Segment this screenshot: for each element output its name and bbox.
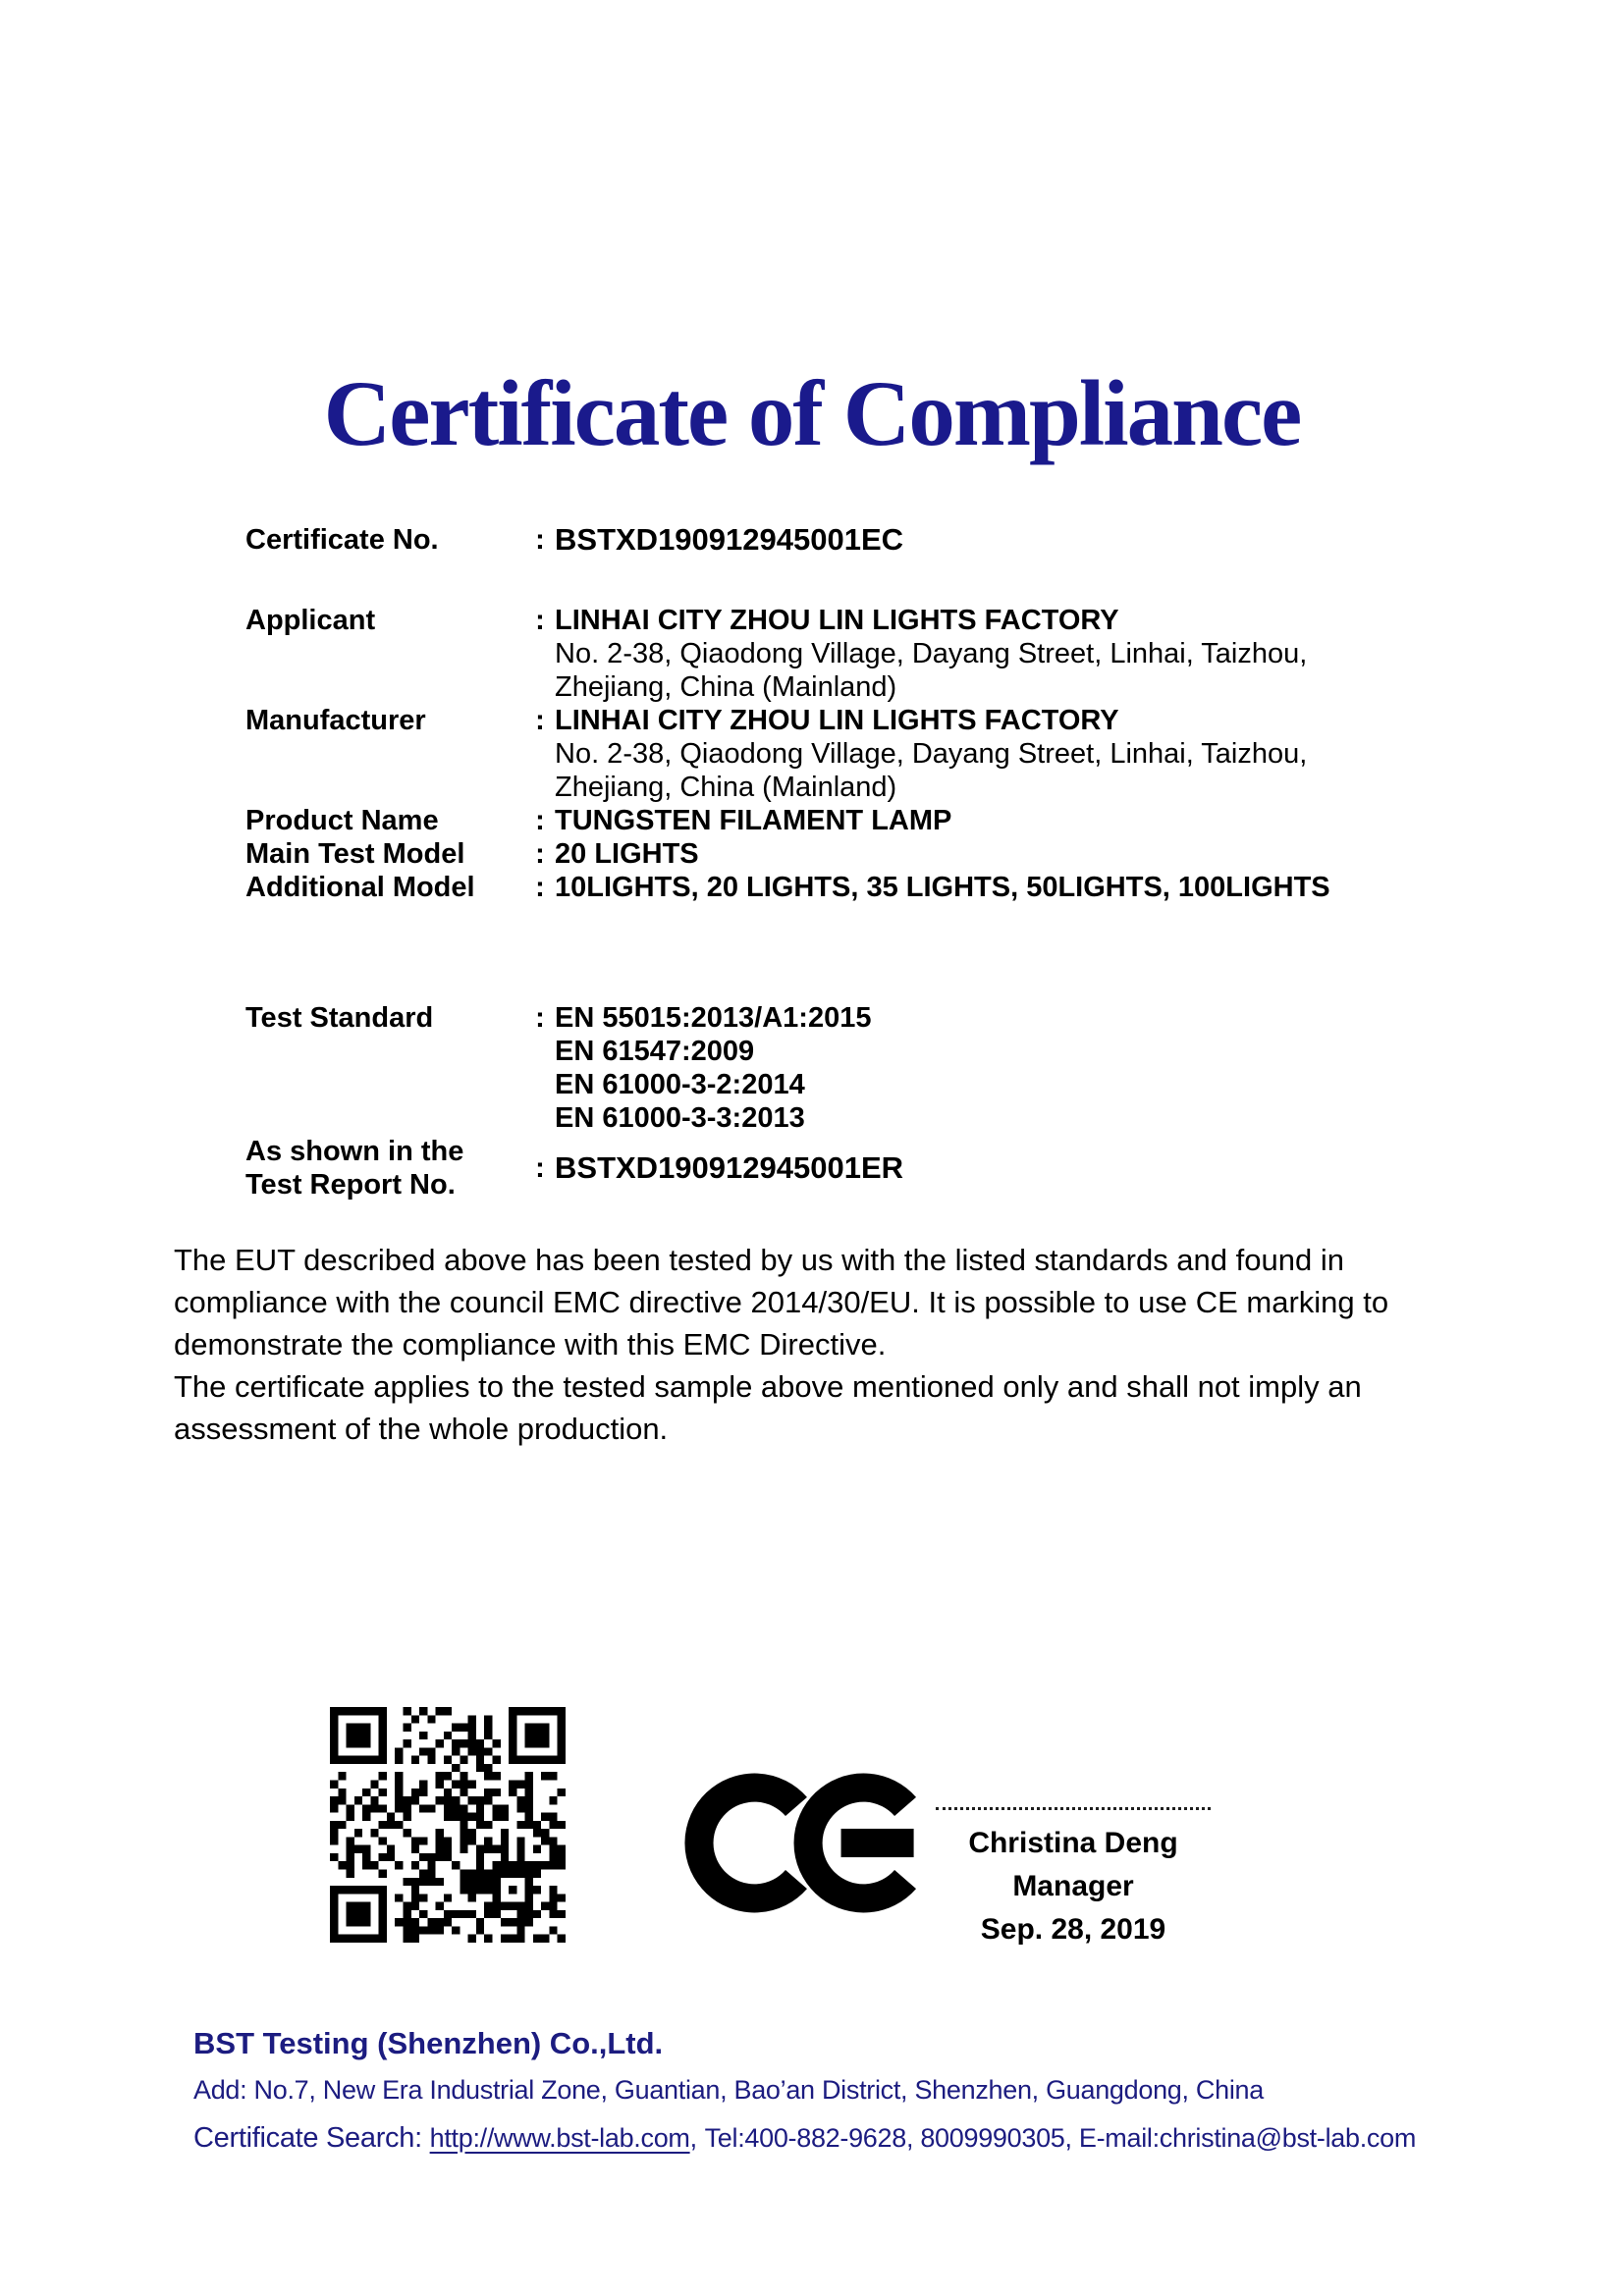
manufacturer-address-line1: No. 2-38, Qiaodong Village, Dayang Street, Linhai, Taizhou, <box>555 738 1308 770</box>
field-row-test-standard <box>245 1001 1414 1135</box>
field-label: Additional Model <box>245 872 475 903</box>
applicant-address-line1: No. 2-38, Qiaodong Village, Dayang Street, Linhai, Taizhou, <box>555 638 1308 669</box>
test-standard-2: EN 61547:2009 <box>555 1036 755 1067</box>
qr-code-image <box>330 1707 566 1943</box>
qr-code-svg <box>330 1707 566 1943</box>
search-separator: , <box>689 2123 697 2153</box>
field-row-product-name <box>245 804 1414 837</box>
declaration-text <box>174 1239 1460 1450</box>
field-row-test-report-no <box>245 1135 1414 1201</box>
field-colon: : <box>535 524 545 556</box>
field-row-main-test-model <box>245 837 1414 871</box>
field-label: Manufacturer <box>245 705 426 736</box>
field-colon: : <box>535 805 545 836</box>
issuer-contact-info: Tel:400-882-9628, 8009990305, E-mail:christina@bst-lab.com <box>704 2123 1417 2153</box>
field-colon: : <box>535 1002 545 1034</box>
signature-dotted-line <box>936 1794 1211 1810</box>
field-row-certificate-no <box>245 523 1414 557</box>
field-row-manufacturer <box>245 704 1414 804</box>
test-standard-4: EN 61000-3-3:2013 <box>555 1102 805 1134</box>
ce-mark-logo <box>684 1773 918 1913</box>
signature-date: Sep. 28, 2019 <box>980 1913 1166 1946</box>
field-colon: : <box>535 1152 545 1184</box>
field-colon: : <box>535 705 545 736</box>
issuer-footer <box>193 2024 1489 2156</box>
certificate-fields-table <box>245 523 1414 1201</box>
field-colon: : <box>535 838 545 870</box>
declaration-paragraph-2: The certificate applies to the tested sample above mentioned only and shall not imply an assessment of the whole production. <box>174 1369 1362 1446</box>
field-colon: : <box>535 605 545 636</box>
certificate-search-line <box>193 2120 1489 2156</box>
certificate-search-label: Certificate Search: <box>193 2122 422 2154</box>
ce-mark-svg <box>684 1773 918 1913</box>
field-label: Product Name <box>245 805 439 836</box>
main-test-model-value: 20 LIGHTS <box>555 838 699 870</box>
test-report-number-value: BSTXD190912945001ER <box>555 1150 904 1185</box>
manufacturer-name: LINHAI CITY ZHOU LIN LIGHTS FACTORY <box>555 705 1119 736</box>
product-name-value: TUNGSTEN FILAMENT LAMP <box>555 805 952 836</box>
field-colon: : <box>535 872 545 903</box>
field-label-line1: As shown in the <box>245 1136 464 1167</box>
manufacturer-address-line2: Zhejiang, China (Mainland) <box>555 772 897 803</box>
applicant-address-line2: Zhejiang, China (Mainland) <box>555 671 897 703</box>
certificate-search-link[interactable]: http://www.bst-lab.com <box>429 2123 690 2153</box>
test-standard-3: EN 61000-3-2:2014 <box>555 1069 805 1100</box>
field-row-additional-model <box>245 871 1414 904</box>
issuer-company-name: BST Testing (Shenzhen) Co.,Ltd. <box>193 2026 664 2060</box>
signatory-name: Christina Deng <box>968 1827 1178 1859</box>
applicant-name: LINHAI CITY ZHOU LIN LIGHTS FACTORY <box>555 605 1119 636</box>
issuer-address: Add: No.7, New Era Industrial Zone, Guantian, Bao’an District, Shenzhen, Guangdong, China <box>193 2075 1264 2105</box>
field-label: Certificate No. <box>245 524 439 556</box>
field-label: Test Standard <box>245 1002 434 1034</box>
signature-block <box>926 1822 1220 1951</box>
field-row-applicant <box>245 604 1414 704</box>
test-standard-1: EN 55015:2013/A1:2015 <box>555 1002 872 1034</box>
declaration-paragraph-1: The EUT described above has been tested by us with the listed standards and found in compliance with the council EMC directive 2014/30/EU. It is possible to use CE marking to demonstrate the compliance with this EMC Directive. <box>174 1243 1389 1362</box>
page-title: Certificate of Compliance <box>323 361 1301 465</box>
field-label: Main Test Model <box>245 838 465 870</box>
signatory-role: Manager <box>1012 1870 1134 1902</box>
additional-model-value: 10LIGHTS, 20 LIGHTS, 35 LIGHTS, 50LIGHTS, 100LIGHTS <box>555 872 1330 903</box>
field-label-line2: Test Report No. <box>245 1169 456 1201</box>
certificate-number-value: BSTXD190912945001EC <box>555 522 904 557</box>
field-label: Applicant <box>245 605 376 636</box>
